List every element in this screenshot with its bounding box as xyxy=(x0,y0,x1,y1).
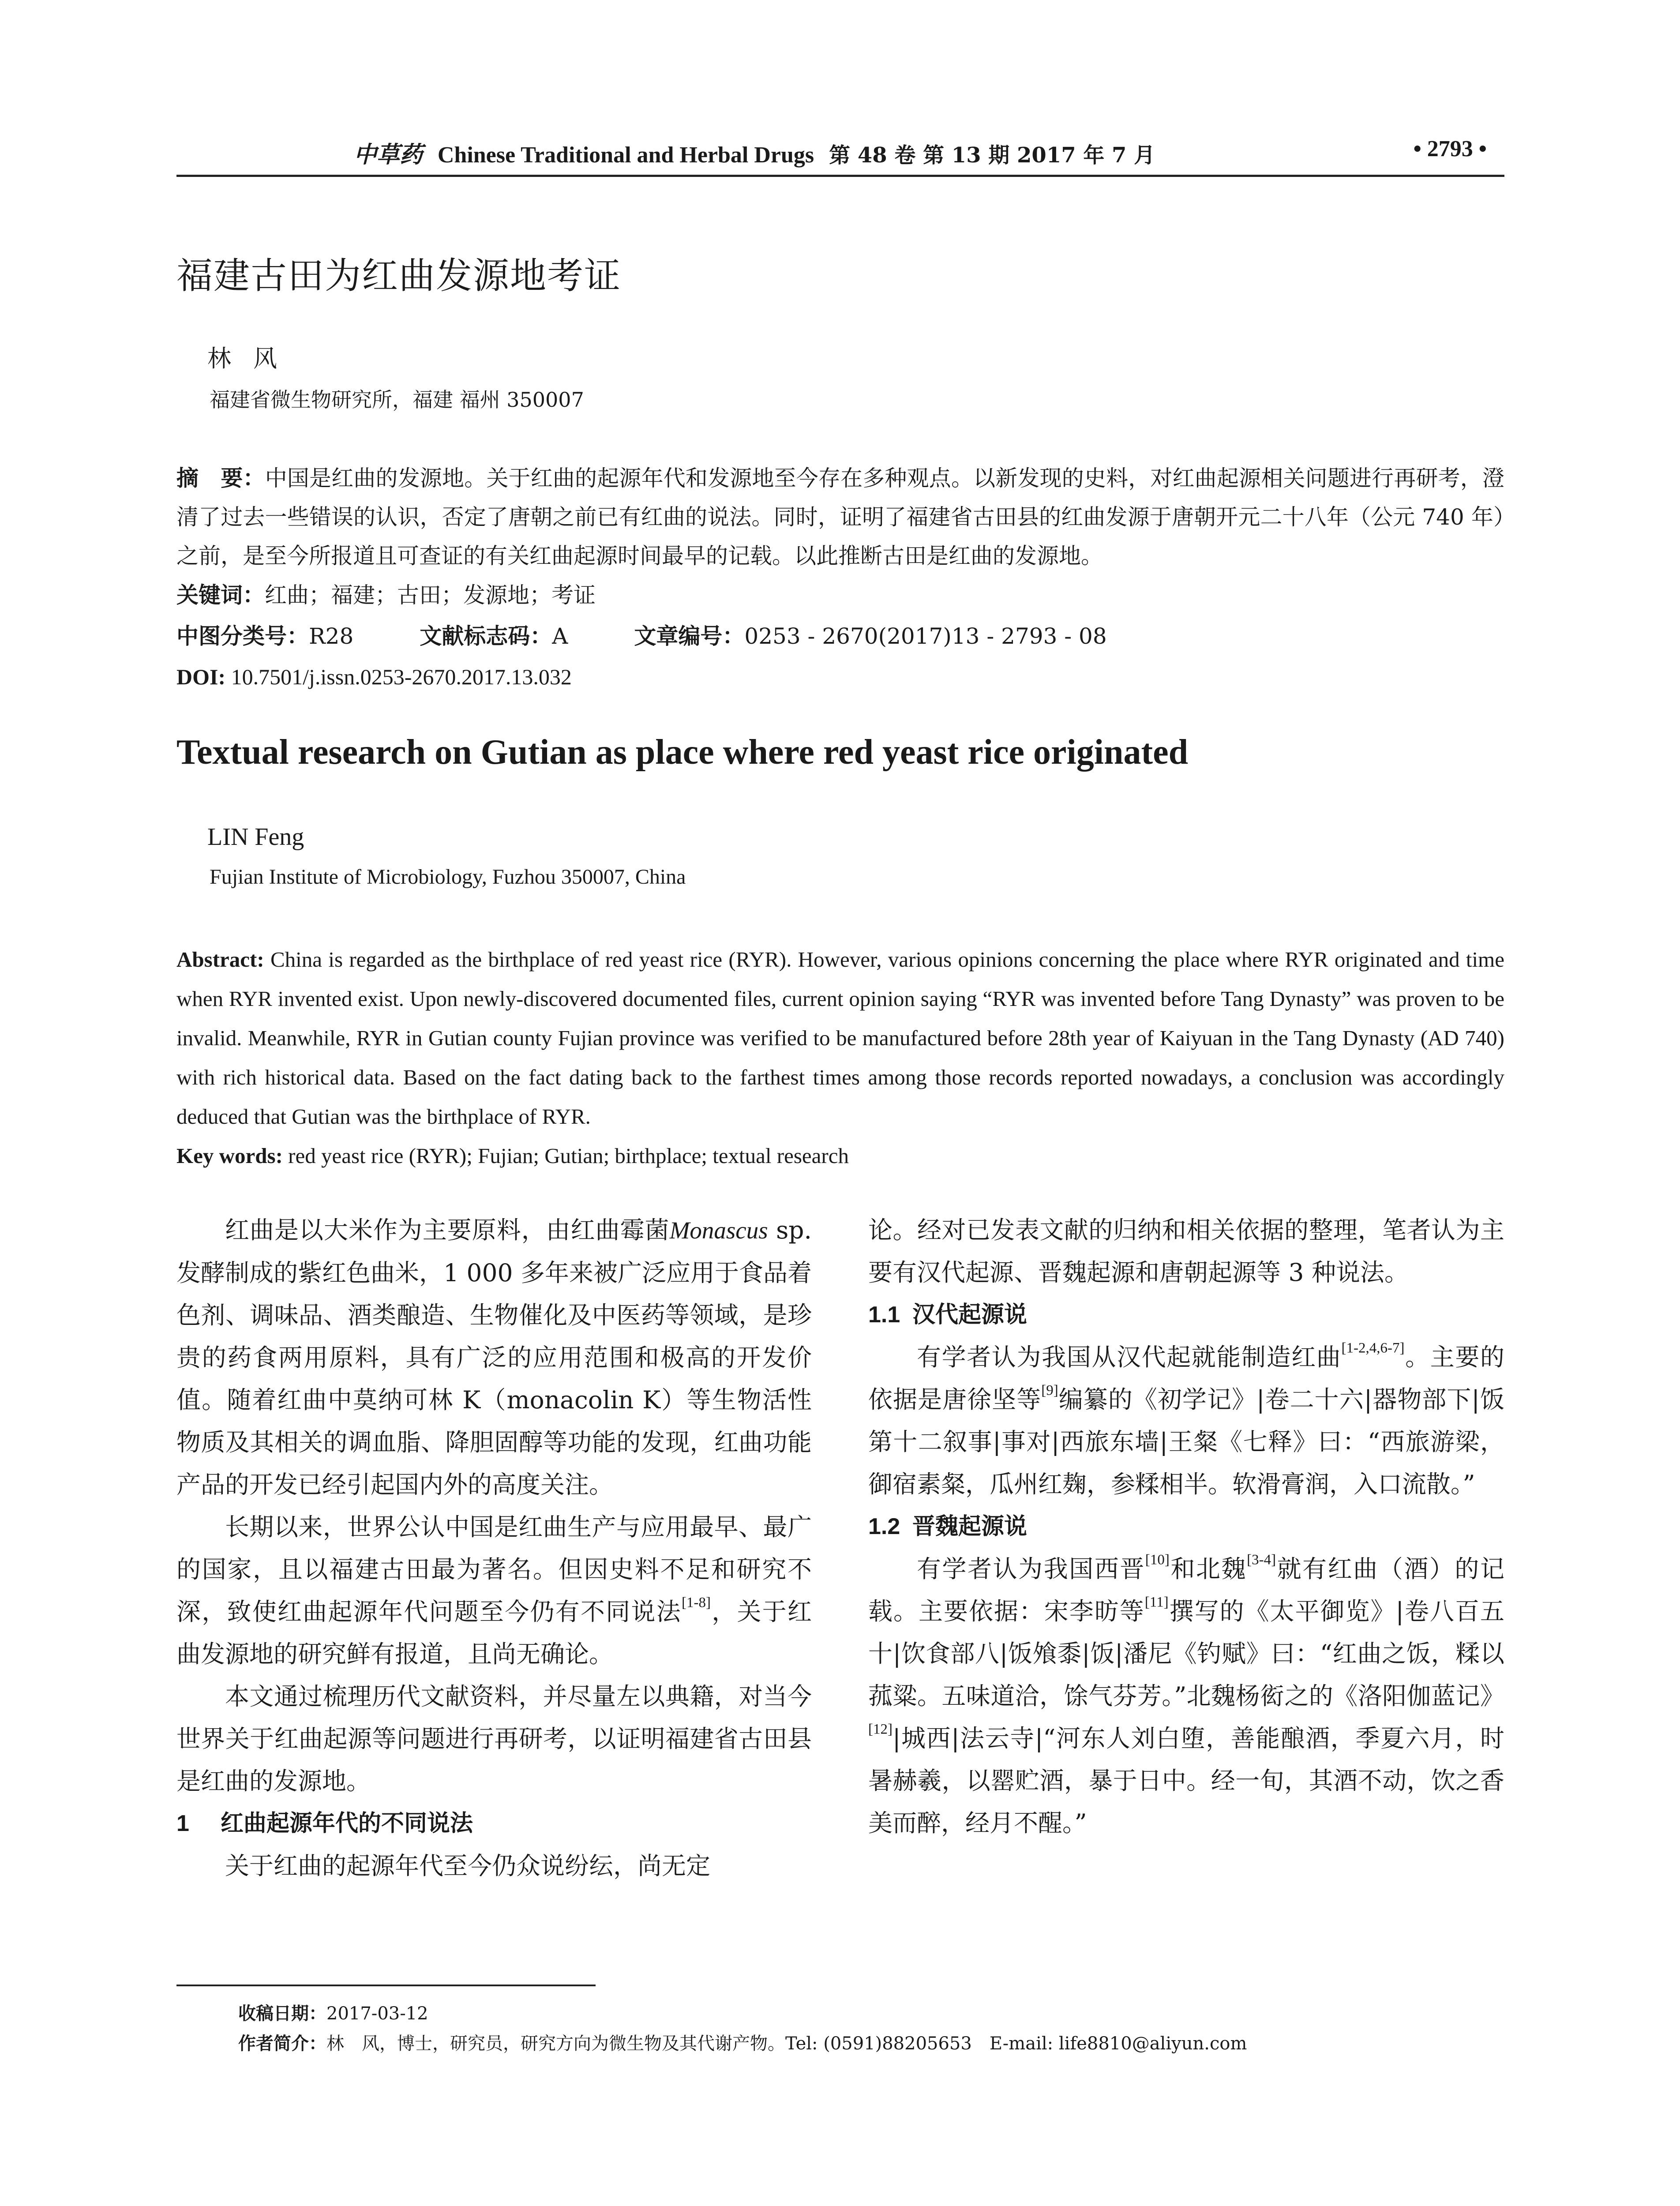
citation: [11] xyxy=(1144,1594,1169,1610)
clc-value: R28 xyxy=(309,623,354,649)
citation: [1-2,4,6-7] xyxy=(1341,1340,1405,1356)
page-number: • 2793 • xyxy=(1413,136,1487,161)
bio-value: 林 风，博士，研究员，研究方向为微生物及其代谢产物。Tel: (0591)88205653 E-mail: life8810@aliyun.com xyxy=(326,2033,1247,2054)
abstract-en xyxy=(176,940,1504,1136)
abstract-zh xyxy=(176,459,1504,575)
footnote-rule xyxy=(176,1985,596,1986)
running-header xyxy=(176,132,1504,177)
bio-label: 作者简介： xyxy=(238,2033,326,2054)
doc-code-value: A xyxy=(552,623,568,649)
journal-line xyxy=(176,136,1332,169)
paragraph-jin-wei-origin xyxy=(868,1548,1504,1844)
affiliation-en: Fujian Institute of Microbiology, Fuzhou 350007, China xyxy=(210,865,686,889)
abstract-zh-label: 摘 要： xyxy=(176,465,265,491)
keywords-zh-label: 关键词： xyxy=(176,582,265,608)
text-run: 有学者认为我国西晋 xyxy=(917,1555,1145,1583)
article-number-value: 0253 - 2670(2017)13 - 2793 - 08 xyxy=(744,623,1107,649)
section-heading-1 xyxy=(176,1802,812,1845)
keywords-en xyxy=(176,1136,849,1175)
citation: [1-8] xyxy=(682,1594,711,1611)
text-run: 有学者认为我国从汉代起就能制造红曲 xyxy=(917,1343,1342,1371)
paragraph-section1-cont: 论。经对已发表文献的归纳和相关依据的整理，笔者认为主要有汉代起源、晋魏起源和唐朝起源等 3 种说法。 xyxy=(868,1216,1504,1287)
author-zh: 林风 xyxy=(207,345,299,372)
title-en: Textual research on Gutian as place where red yeast rice originated xyxy=(176,733,1189,772)
text-run: 。主要的依据是唐徐坚等 xyxy=(868,1343,1504,1414)
received-value: 2017-03-12 xyxy=(326,2003,428,2024)
affiliation-zh: 福建省微生物研究所，福建 福州 350007 xyxy=(210,388,584,412)
abstract-zh-text: 中国是红曲的发源地。关于红曲的起源年代和发源地至今存在多种观点。以新发现的史料，对红曲起源相关问题进行再研考，澄清了过去一些错误的认识，否定了唐朝之前已有红曲的说法。同时，证明了福建省古田县的红曲发源于唐朝开元二十八年（公元 740 年）之前，是至今所报道且可查证的有关红曲起源时间最早的记载。以此推断古田是红曲的发源地。 xyxy=(176,465,1505,569)
classification-line xyxy=(176,617,1107,656)
footnote xyxy=(238,1999,1247,2059)
body-right-column xyxy=(868,1209,1504,1844)
citation: [9] xyxy=(1041,1382,1058,1399)
doc-code-label: 文献标志码： xyxy=(420,623,552,649)
text-run: ，关于红曲发源地的研究鲜有报道，且尚无确论。 xyxy=(176,1598,812,1668)
doi-label: DOI: xyxy=(176,664,226,689)
text-run: |城西|法云寺|“河东人刘白堕，善能酿酒，季夏六月，时暑赫羲，以罂贮酒，暴于日中。经一旬，其酒不动，饮之香美而醉，经月不醒。” xyxy=(868,1724,1504,1837)
section-number: 1.1 xyxy=(868,1302,900,1328)
paragraph-han-origin xyxy=(868,1336,1504,1505)
author-bio xyxy=(238,2029,1247,2059)
abstract-en-label: Abstract: xyxy=(176,947,264,972)
paragraph-purpose: 本文通过梳理历代文献资料，并尽量左以典籍，对当今世界关于红曲起源等问题进行再研考，以证明福建省古田县是红曲的发源地。 xyxy=(176,1682,812,1795)
citation: [3-4] xyxy=(1247,1552,1276,1568)
paragraph-intro xyxy=(176,1209,812,1506)
keywords-zh xyxy=(176,576,596,615)
title-zh: 福建古田为红曲发源地考证 xyxy=(176,255,622,297)
keywords-en-text: red yeast rice (RYR); Fujian; Gutian; birthplace; textual research xyxy=(288,1144,849,1168)
received-label: 收稿日期： xyxy=(238,2003,326,2024)
clc-label: 中图分类号： xyxy=(176,623,309,649)
section-title: 红曲起源年代的不同说法 xyxy=(221,1810,473,1837)
section-heading-1-2 xyxy=(868,1505,1504,1548)
volume-info: 第 48 卷 第 13 期 2017 年 7 月 xyxy=(829,143,1155,168)
section-number: 1.2 xyxy=(868,1514,900,1539)
abstract-en-text: China is regarded as the birthplace of red yeast rice (RYR). However, various opinions concerning the place where RYR originated and time when RYR invented exist. Upon newly-discovered documented files, current opinion saying “RYR was invented before Tang Dynasty” was proven to be invalid. Meanwhile, RYR in Gutian county Fujian province was verified to be manufactured before 28th year of Kaiyuan in the Tang Dynasty (AD 740) with rich historical data. Based on the fact dating back to the farthest times among those records reported nowadays, a conclusion was accordingly deduced that Gutian was the birthplace of RYR. xyxy=(176,947,1504,1129)
body-left-column xyxy=(176,1209,812,1887)
text-run: 就有红曲（酒）的记载。主要依据：宋李昉等 xyxy=(868,1555,1504,1625)
paragraph-section1-start: 关于红曲的起源年代至今仍众说纷纭，尚无定 xyxy=(225,1852,711,1880)
received-date xyxy=(238,1999,1247,2029)
journal-name-en: Chinese Traditional and Herbal Drugs xyxy=(437,143,814,168)
species-name: Monascus xyxy=(669,1217,768,1244)
citation: [12] xyxy=(868,1721,892,1737)
section-title: 晋魏起源说 xyxy=(912,1513,1028,1540)
paragraph-background xyxy=(176,1506,812,1675)
article-number-label: 文章编号： xyxy=(634,623,745,649)
journal-name-zh: 中草药 xyxy=(353,141,423,168)
section-heading-1-1 xyxy=(868,1294,1504,1336)
section-number: 1 xyxy=(176,1811,189,1836)
doi-value: 10.7501/j.issn.0253-2670.2017.13.032 xyxy=(231,664,572,689)
text-run: 长期以来，世界公认中国是红曲生产与应用最早、最广的国家，且以福建古田最为著名。但因史料不足和研究不深，致使红曲起源年代问题至今仍有不同说法 xyxy=(176,1513,812,1626)
text-run: sp. 发酵制成的紫红色曲米，1 000 多年来被广泛应用于食品着色剂、调味品、酒类酿造、生物催化及中医药等领域，是珍贵的药食两用原料，具有广泛的应用范围和极高的开发价值。随着红曲中莫纳可林 K（monacolin K）等生物活性物质及其相关的调血脂、降胆固醇等功能的发现，红曲功能产品的开发已经引起国内外的高度关注。 xyxy=(176,1216,812,1499)
keywords-zh-text: 红曲；福建；古田；发源地；考证 xyxy=(265,582,596,608)
author-en: LIN Feng xyxy=(207,823,304,851)
keywords-en-label: Key words: xyxy=(176,1144,283,1168)
text-run: 编纂的《初学记》|卷二十六|器物部下|饭第十二叙事|事对|西旅东墙|王粲《七释》曰：“西旅游梁，御宿素粲，瓜州红麹，参糅相半。软滑膏润，入口流散。” xyxy=(868,1385,1504,1498)
section-title: 汉代起源说 xyxy=(912,1302,1028,1328)
text-run: 红曲是以大米作为主要原料，由红曲霉菌 xyxy=(225,1216,670,1244)
doi-line xyxy=(176,657,572,696)
text-run: 和北魏 xyxy=(1169,1555,1247,1583)
text-run: 撰写的《太平御览》|卷八百五十|饮食部八|饭飧黍|饭|潘尼《钓赋》曰：“红曲之饭，糅以菰粱。五味道洽，馀气芬芳。”北魏杨衒之的《洛阳伽蓝记》 xyxy=(868,1597,1504,1710)
citation: [10] xyxy=(1145,1552,1170,1568)
